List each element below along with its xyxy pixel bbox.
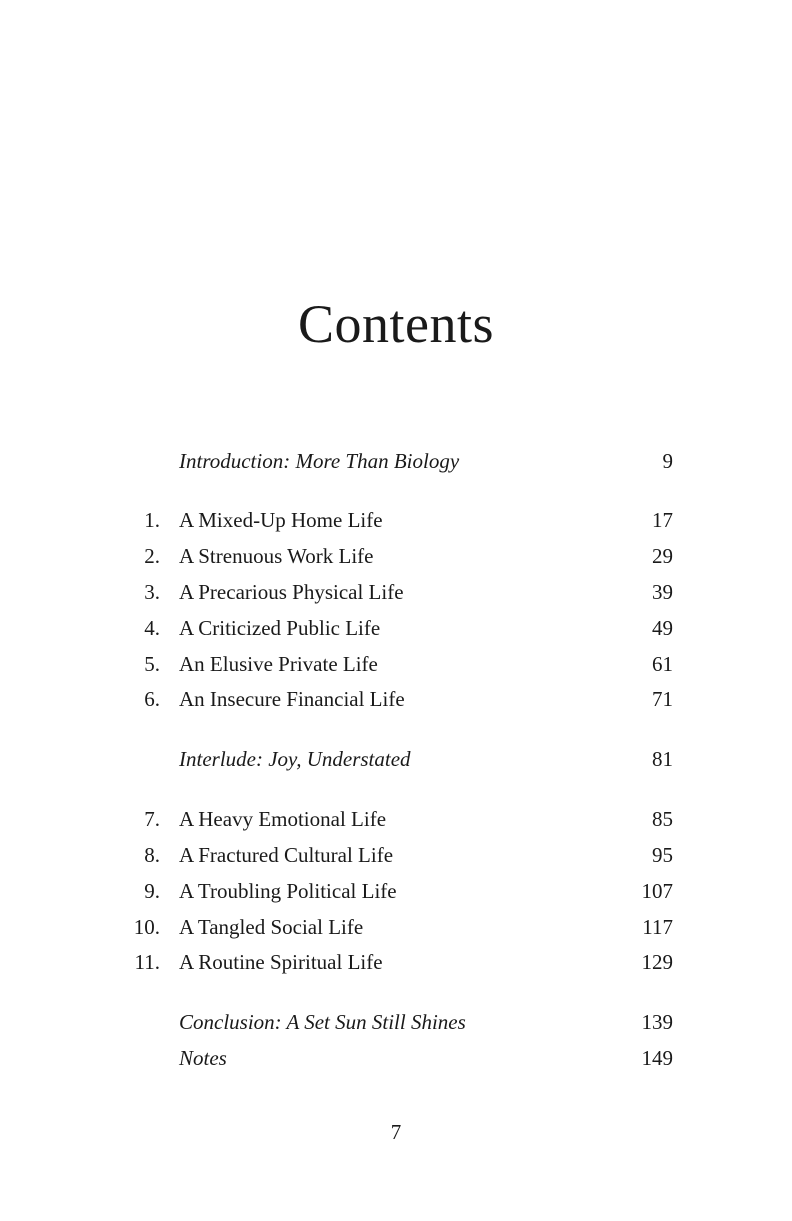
toc-entry-chapter-3	[0, 577, 792, 607]
toc-entry-chapter-7	[0, 804, 792, 834]
toc-entry-chapter-1	[0, 505, 792, 535]
toc-entry-number: 10.	[133, 915, 160, 939]
toc-entry-number: 5.	[144, 652, 160, 676]
toc-entry-title: A Routine Spiritual Life	[179, 950, 383, 974]
toc-entry-title: Interlude: Joy, Understated	[179, 747, 411, 771]
toc-entry-conclusion	[0, 1007, 792, 1037]
toc-entry-interlude	[0, 744, 792, 774]
toc-entry-chapter-4	[0, 613, 792, 643]
toc-entry-number: 1.	[144, 508, 160, 532]
toc-entry-notes	[0, 1043, 792, 1073]
toc-entry-page: 61	[652, 652, 673, 676]
toc-entry-page: 117	[642, 915, 673, 939]
toc-entry-page: 129	[641, 950, 673, 974]
toc-entry-page: 149	[641, 1046, 673, 1070]
page-number: 7	[390, 1120, 402, 1144]
toc-entry-title: Introduction: More Than Biology	[179, 449, 460, 473]
toc-entry-page: 29	[652, 544, 673, 568]
toc-entry-chapter-8	[0, 840, 792, 870]
toc-entry-title: A Precarious Physical Life	[179, 580, 404, 604]
toc-entry-introduction	[0, 446, 792, 476]
toc-entry-page: 81	[652, 747, 673, 771]
toc-entry-number: 2.	[144, 544, 160, 568]
toc-entry-page: 9	[662, 449, 673, 473]
toc-entry-title: A Tangled Social Life	[179, 915, 364, 939]
toc-entry-title: A Fractured Cultural Life	[179, 843, 394, 867]
toc-entry-chapter-10	[0, 912, 792, 942]
toc-entry-title: A Strenuous Work Life	[179, 544, 374, 568]
toc-entry-number: 6.	[144, 687, 160, 711]
toc-entry-title: Conclusion: A Set Sun Still Shines	[179, 1010, 466, 1034]
toc-entry-number: 4.	[144, 616, 160, 640]
toc-entry-number: 3.	[144, 580, 160, 604]
toc-entry-title: An Elusive Private Life	[179, 652, 378, 676]
page-title: Contents	[297, 294, 494, 354]
toc-entry-page: 49	[652, 616, 673, 640]
toc-entry-title: A Heavy Emotional Life	[179, 807, 387, 831]
toc-entry-page: 39	[652, 580, 673, 604]
toc-entry-page: 107	[641, 879, 673, 903]
toc-entry-chapter-6	[0, 684, 792, 714]
toc-entry-number: 11.	[134, 950, 160, 974]
toc-entry-chapter-2	[0, 541, 792, 571]
toc-entry-page: 71	[652, 687, 673, 711]
toc-entry-title: A Mixed-Up Home Life	[179, 508, 383, 532]
toc-entry-title: A Criticized Public Life	[179, 616, 381, 640]
toc-entry-chapter-5	[0, 649, 792, 679]
toc-entry-page: 95	[652, 843, 673, 867]
toc-entry-title: An Insecure Financial Life	[179, 687, 405, 711]
toc-entry-page: 139	[641, 1010, 673, 1034]
toc-entry-number: 9.	[144, 879, 160, 903]
toc-entry-number: 8.	[144, 843, 160, 867]
toc-entry-chapter-11	[0, 947, 792, 977]
toc-entry-chapter-9	[0, 876, 792, 906]
toc-entry-page: 17	[652, 508, 673, 532]
toc-entry-number: 7.	[144, 807, 160, 831]
toc-entry-title: A Troubling Political Life	[179, 879, 397, 903]
toc-entry-page: 85	[652, 807, 673, 831]
toc-entry-title: Notes	[179, 1046, 227, 1070]
